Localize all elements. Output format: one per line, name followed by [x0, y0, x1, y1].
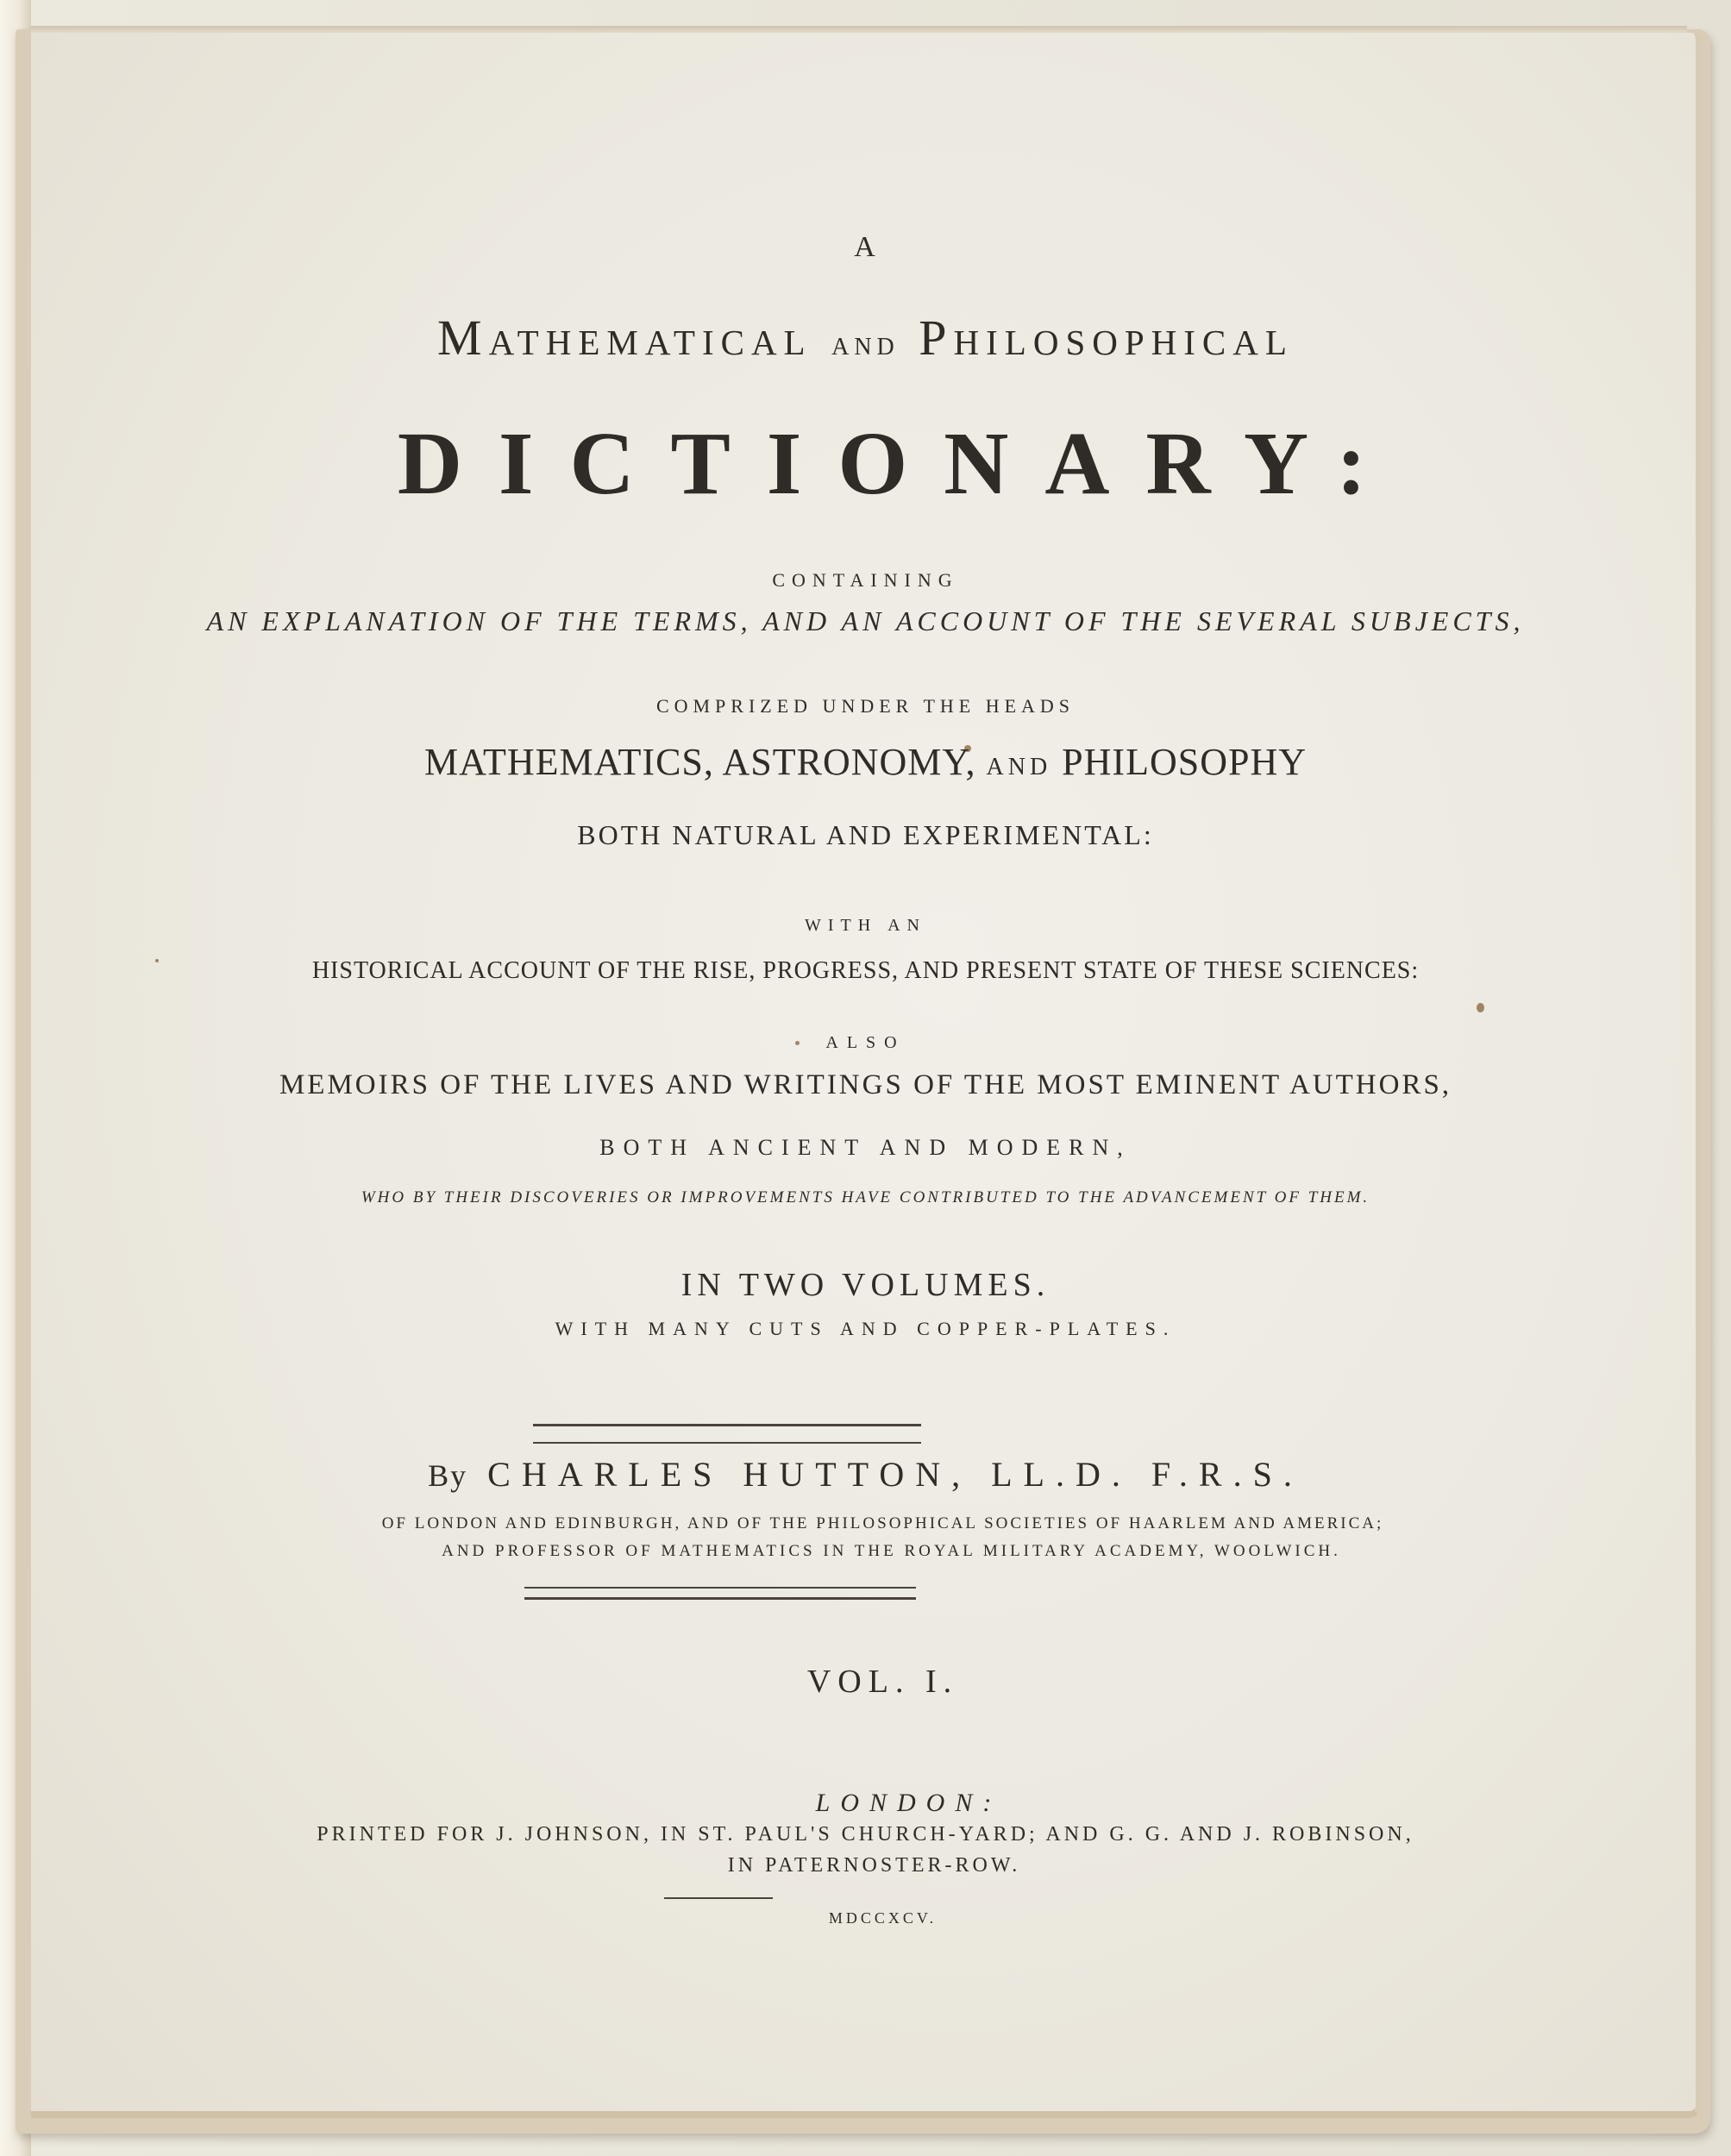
- author-by: By: [428, 1458, 468, 1493]
- author-name: CHARLES HUTTON, LL.D. F.R.S.: [487, 1455, 1303, 1494]
- with-an-label: WITH AN: [805, 916, 926, 935]
- title-article: A: [854, 231, 877, 263]
- historical-account-line: HISTORICAL ACCOUNT OF THE RISE, PROGRESS, AND PRESENT STATE OF THESE SCIENCES:: [311, 957, 1420, 984]
- contributors-line: WHO BY THEIR DISCOVERIES OR IMPROVEMENTS HAVE CONTRIBUTED TO THE ADVANCEMENT OF THEM.: [361, 1188, 1370, 1206]
- imprint-address: IN PATERNOSTER-ROW.: [727, 1854, 1021, 1877]
- ancient-modern-line: BOTH ANCIENT AND MODERN,: [599, 1135, 1132, 1160]
- subjects-line: [0, 740, 1731, 784]
- imprint-printer: PRINTED FOR J. JOHNSON, IN ST. PAUL'S CHURCH-YARD; AND G. G. AND J. ROBINSON,: [317, 1823, 1414, 1846]
- title-word-and: and: [831, 323, 900, 362]
- double-rule-bottom: [524, 1587, 916, 1589]
- explanation-line: AN EXPLANATION OF THE TERMS, AND AN ACCOUNT OF THE SEVERAL SUBJECTS,: [206, 605, 1525, 636]
- double-rule-bottom-thick: [524, 1597, 916, 1600]
- title-word-philosophical: Philosophical: [919, 310, 1294, 366]
- author-affiliation-2: AND PROFESSOR OF MATHEMATICS IN THE ROYAL MILITARY ACADEMY, WOOLWICH.: [442, 1542, 1341, 1560]
- title-word-mathematical: Mathematical: [437, 310, 812, 366]
- imprint-place: LONDON:: [815, 1789, 1002, 1817]
- title-line-1: [0, 309, 1731, 367]
- title-dictionary: DICTIONARY:: [397, 414, 1403, 513]
- imprint-date: MDCCXCV.: [828, 1909, 938, 1927]
- double-rule-top-thin: [533, 1442, 921, 1444]
- also-label: ALSO: [825, 1033, 906, 1052]
- natural-experimental-line: BOTH NATURAL AND EXPERIMENTAL:: [577, 819, 1154, 850]
- comprized-label: COMPRIZED UNDER THE HEADS: [655, 695, 1076, 717]
- cuts-plates-line: WITH MANY CUTS AND COPPER-PLATES.: [555, 1318, 1176, 1339]
- volume-number: VOL. I.: [806, 1664, 959, 1700]
- subjects-main: MATHEMATICS, ASTRONOMY,: [423, 741, 976, 783]
- foxing-spot: [1477, 1003, 1484, 1012]
- imprint-rule: [664, 1897, 773, 1899]
- subjects-philosophy: PHILOSOPHY: [1062, 741, 1307, 783]
- containing-label: CONTAINING: [772, 569, 959, 591]
- author-line: [0, 1454, 1731, 1495]
- author-affiliation-1: OF LONDON AND EDINBURGH, AND OF THE PHILOSOPHICAL SOCIETIES OF HAARLEM AND AMERICA;: [381, 1514, 1384, 1532]
- memoirs-line: MEMOIRS OF THE LIVES AND WRITINGS OF THE MOST EMINENT AUTHORS,: [279, 1069, 1452, 1100]
- volumes-line: IN TWO VOLUMES.: [680, 1267, 1051, 1303]
- double-rule-top: [533, 1424, 921, 1426]
- subjects-and: AND: [986, 754, 1052, 780]
